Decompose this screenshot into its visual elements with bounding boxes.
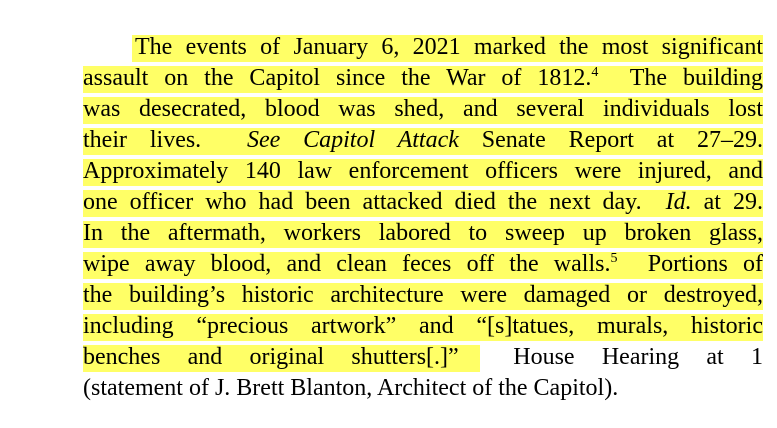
footnote-ref[interactable]: 5 [610,251,618,266]
line-text [83,63,763,94]
text-run: benches and original shutters[.]” [83,344,459,370]
text-run: wipe away blood, and clean feces off the walls. [83,251,611,277]
line-text [83,342,763,373]
line-text [83,218,763,249]
line-text [83,94,763,125]
text-line [83,94,763,125]
text-run: House Hearing at 1 [458,344,763,370]
text-line [83,311,763,342]
line-text [83,375,618,401]
text-run: their lives. [83,127,247,153]
footnote-ref[interactable]: 4 [591,65,599,80]
text-run: was desecrated, blood was shed, and several individuals lost [83,96,763,122]
text-run: Senate Report at 27–29. [458,127,763,153]
text-line [83,156,763,187]
citation-italic: See Capitol Attack [246,127,459,153]
text-run: assault on the Capitol since the War of 1812. [83,65,592,91]
text-line [83,249,763,280]
text-run: at 29. [691,189,763,215]
line-text [83,187,763,218]
text-run: Portions of [617,251,763,277]
text-line [83,125,763,156]
line-text [83,280,763,311]
line-text [83,311,763,342]
text-line [83,187,763,218]
text-line [83,63,763,94]
text-run: (statement of J. Brett Blanton, Architect of the Capitol). [83,375,619,401]
citation-italic: Id. [665,189,692,215]
text-line [83,373,763,404]
text-line [83,32,763,63]
text-line [83,218,763,249]
text-run: The events of January 6, 2021 marked the most significant [135,34,763,60]
line-text [83,32,763,63]
text-run: Approximately 140 law enforcement officers were injured, and [83,158,763,184]
text-run: In the aftermath, workers labored to sweep up broken glass, [83,220,763,246]
text-run: one officer who had been attacked died the next day. [83,189,666,215]
text-run: The building [598,65,764,91]
text-line [83,280,763,311]
text-run: including “precious artwork” and “[s]tatues, murals, historic [83,313,763,339]
line-text [83,156,763,187]
text-run: the building’s historic architecture were damaged or destroyed, [83,282,763,308]
line-text [83,249,763,280]
text-line [83,342,763,373]
line-text [83,125,763,156]
